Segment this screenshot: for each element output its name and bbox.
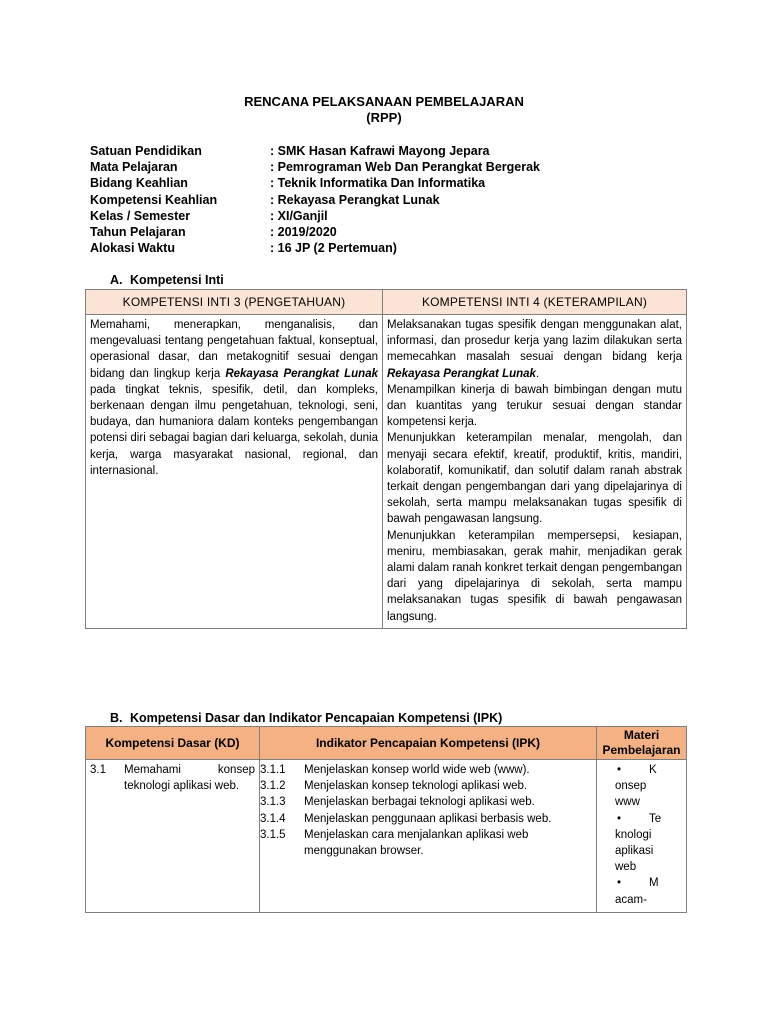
info-label: Tahun Pelajaran <box>90 224 186 239</box>
materi-item <box>601 875 682 907</box>
ki4-emphasis: Rekayasa Perangkat Lunak <box>387 367 536 380</box>
materi-header <box>597 727 687 760</box>
info-row <box>90 208 690 224</box>
info-value: : Teknik Informatika Dan Informatika <box>270 176 486 191</box>
kd-cell <box>86 760 260 913</box>
ipk-text: Menjelaskan berbagai teknologi aplikasi web. <box>304 796 535 809</box>
ki4-paragraph: Menampilkan kinerja di bawah bimbingan dengan mutu dan kuantitas yang terukur sesuai dengan standar kompetensi kerja. <box>387 383 682 429</box>
table-header-row <box>86 727 687 760</box>
materi-line: aplikasi <box>615 845 654 858</box>
materi-line: web <box>615 861 637 874</box>
ipk-item <box>260 762 592 778</box>
kompetensi-dasar-table <box>85 726 687 913</box>
ipk-header: Indikator Pencapaian Kompetensi (IPK) <box>260 727 597 760</box>
section-b-heading <box>110 710 502 726</box>
ki4-paragraph: Menunjukkan keterampilan mempersepsi, kesiapan, meniru, membiasakan, gerak mahir, menjadikan gerak alami dalam ranah konkret terkait dengan pengembangan dari yang dipelajarinya di sekolah, serta mampu melaksanakan tugas spesifik di bawah pengawasan langsung. <box>387 529 682 623</box>
info-block <box>90 143 690 256</box>
section-b-title: Kompetensi Dasar dan Indikator Pencapaian Kompetensi (IPK) <box>130 711 503 725</box>
ipk-number: 3.1.4 <box>260 812 286 825</box>
ki3-text-cont: pada tingkat teknis, spesifik, detil, dan kompleks, berkenaan dengan ilmu pengetahuan, teknologi, seni, budaya, dan humaniora dalam konteks pengembangan potensi diri sebagai bagian dari keluarga, sekolah, dunia kerja, warga masyarakat nasional, regional, dan internasional. <box>90 383 378 477</box>
info-value: : 16 JP (2 Pertemuan) <box>270 241 397 256</box>
ipk-item <box>260 778 592 794</box>
materi-item <box>601 762 682 811</box>
ipk-cell <box>260 760 597 913</box>
info-row <box>90 224 690 240</box>
info-value: : Pemrograman Web Dan Perangkat Bergerak <box>270 160 541 175</box>
ipk-item <box>260 794 592 810</box>
materi-line: onsep <box>615 780 647 793</box>
section-a-heading <box>110 272 224 288</box>
section-a-number: A. <box>110 273 123 287</box>
ki3-cell <box>86 315 383 629</box>
info-row <box>90 143 690 159</box>
info-row <box>90 192 690 208</box>
materi-first: K <box>649 764 657 776</box>
info-label: Mata Pelajaran <box>90 160 178 175</box>
info-label: Bidang Keahlian <box>90 176 188 191</box>
kd-text: Memahami konsep teknologi aplikasi web. <box>124 764 255 793</box>
ipk-number: 3.1.1 <box>260 764 286 776</box>
table-row <box>86 315 687 629</box>
ipk-number: 3.1.2 <box>260 780 286 793</box>
table-header-row <box>86 290 687 315</box>
materi-line: knologi <box>615 828 652 841</box>
ipk-text: Menjelaskan konsep teknologi aplikasi web. <box>304 780 528 793</box>
materi-first: Te <box>649 812 662 825</box>
document-subtitle: (RPP) <box>366 110 402 125</box>
section-a-title: Kompetensi Inti <box>130 273 224 287</box>
ipk-number: 3.1.5 <box>260 828 286 841</box>
info-row <box>90 159 690 175</box>
materi-line: acam- <box>615 893 647 906</box>
ipk-text: Menjelaskan penggunaan aplikasi berbasis web. <box>304 812 552 825</box>
kd-item <box>90 762 255 794</box>
info-label: Kelas / Semester <box>90 208 191 223</box>
bullet-icon: • <box>617 812 622 825</box>
info-row <box>90 240 690 256</box>
materi-first: M <box>649 877 659 890</box>
ipk-item <box>260 827 592 859</box>
section-b-number: B. <box>110 711 123 725</box>
kompetensi-inti-table <box>85 289 687 629</box>
materi-item <box>601 811 682 876</box>
info-row <box>90 175 690 191</box>
ki3-header: KOMPETENSI INTI 3 (PENGETAHUAN) <box>86 290 383 315</box>
ipk-number: 3.1.3 <box>260 796 286 809</box>
document-title: RENCANA PELAKSANAAN PEMBELAJARAN <box>244 94 524 109</box>
info-label: Alokasi Waktu <box>90 241 175 256</box>
materi-cell <box>597 760 687 913</box>
materi-header-line1: Materi <box>623 728 660 742</box>
ki3-emphasis: Rekayasa Perangkat Lunak <box>225 367 378 380</box>
ki4-header: KOMPETENSI INTI 4 (KETERAMPILAN) <box>383 290 687 315</box>
kd-header: Kompetensi Dasar (KD) <box>86 727 260 760</box>
info-label: Satuan Pendidikan <box>90 144 202 158</box>
kd-number: 3.1 <box>90 764 106 776</box>
ki4-text: Melaksanakan tugas spesifik dengan menggunakan alat, informasi, dan prosedur kerja yang lazim dilakukan serta memecahkan masalah sesuai dengan bidang kerja <box>387 319 682 364</box>
info-value: : XI/Ganjil <box>270 208 328 223</box>
info-label: Kompetensi Keahlian <box>90 192 218 207</box>
ki3-text: Memahami, menerapkan, menganalisis, dan mengevaluasi tentang pengetahuan faktual, konseptual, operasional dasar, dan metakognitif sesuai dengan bidang dan lingkup kerja <box>90 319 378 380</box>
table-row <box>86 760 687 913</box>
info-value: : Rekayasa Perangkat Lunak <box>270 192 440 207</box>
materi-header-line2: Pembelajaran <box>602 743 681 757</box>
ipk-text: Menjelaskan cara menjalankan aplikasi web menggunakan browser. <box>304 828 529 858</box>
info-value: : SMK Hasan Kafrawi Mayong Jepara <box>270 144 490 158</box>
bullet-icon: • <box>617 877 622 890</box>
ipk-text: Menjelaskan konsep world wide web (www). <box>304 764 530 776</box>
info-value: : 2019/2020 <box>270 224 337 239</box>
ki4-cell <box>383 315 687 629</box>
ki4-paragraph: Menunjukkan keterampilan menalar, mengolah, dan menyaji secara efektif, kreatif, produktif, kritis, mandiri, kolaboratif, komunikatif, dan solutif dalam ranah abstrak terkait dengan pengembangan dari yang dipelajarinya di sekolah, serta mampu melaksanakan tugas spesifik di bawah pengawasan langsung. <box>387 432 682 526</box>
ki4-paragraph <box>387 317 682 382</box>
bullet-icon: • <box>617 764 622 776</box>
materi-line: www <box>615 796 640 809</box>
ipk-item <box>260 811 592 827</box>
ki4-text-end: . <box>535 367 540 380</box>
